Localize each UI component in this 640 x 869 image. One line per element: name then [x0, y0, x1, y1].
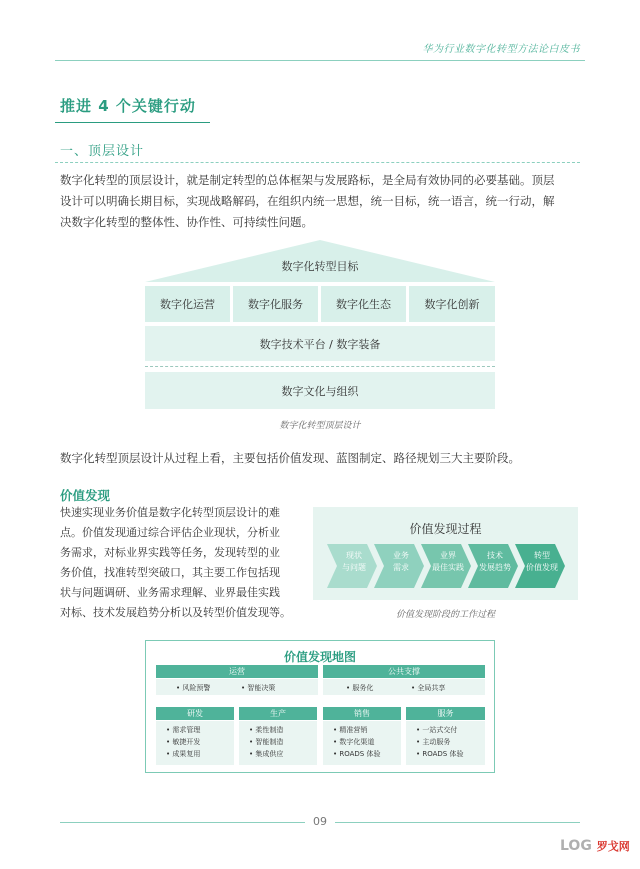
cell-ecosystem: 数字化生态 [321, 286, 406, 322]
map-item: • 服务化 [346, 684, 374, 692]
cell-operation: 数字化运营 [145, 286, 230, 322]
map-item: • ROADS 体验 [333, 750, 381, 758]
step-business-need: 业务 需求 [393, 551, 409, 572]
map-item: • 需求管理 [166, 726, 201, 734]
page-number: 09 [313, 815, 327, 828]
process-sentence: 数字化转型顶层设计从过程上看，主要包括价值发现、蓝图制定、路径规划三大主要阶段。 [60, 451, 520, 465]
footer-divider-left [60, 822, 305, 823]
map-item: • 柔性制造 [249, 726, 284, 734]
subsection-divider [55, 162, 580, 163]
goal-label: 数字化转型目标 [281, 260, 359, 273]
map-item: • 智能决策 [241, 684, 276, 692]
value-line: 快速实现业务价值是数字化转型顶层设计的难 [60, 506, 280, 519]
section-underline [55, 122, 210, 123]
step-tech-trend: 技术 发展趋势 [479, 551, 511, 572]
value-line: 务需求，对标业界实践等任务，发现转型的业 [60, 546, 280, 559]
map-item: • 全局共享 [411, 684, 446, 692]
intro-line: 决数字化转型的整体性、协作性、可持续性问题。 [60, 215, 313, 229]
map-item: • 风险预警 [176, 684, 211, 692]
map-title: 价值发现地图 [283, 650, 356, 664]
logo-brand: 罗戈网 [596, 840, 630, 853]
value-heading: 价值发现 [60, 488, 111, 503]
intro-paragraph [60, 170, 585, 233]
value-line: 点。价值发现通过综合评估企业现状，分析业 [60, 526, 280, 539]
value-paragraph [60, 503, 305, 623]
culture-layer: 数字文化与组织 [145, 372, 495, 409]
map-item: • 集成供应 [249, 750, 284, 758]
subsection-title: 一、顶层设计 [60, 144, 145, 159]
diagram1-caption: 数字化转型顶层设计 [279, 421, 361, 431]
value-line: 对标、技术发展趋势分析以及转型价值发现等。 [60, 606, 291, 619]
map-tag-rnd: 研发 [156, 707, 234, 720]
map-item: • 成果复用 [166, 750, 201, 758]
platform-layer: 数字技术平台 / 数字装备 [145, 326, 495, 361]
step-status: 现状 与问题 [342, 551, 366, 572]
map-item: • 一站式交付 [416, 726, 458, 734]
map-tag-operation: 运营 [156, 665, 318, 678]
map-tag-service: 服务 [406, 707, 485, 720]
map-tag-production: 生产 [239, 707, 317, 720]
map-tag-sales: 销售 [323, 707, 401, 720]
map-item: • 主动服务 [416, 738, 451, 746]
footer-divider-right [335, 822, 580, 823]
section-title: 推进 4 个关键行动 [60, 97, 196, 115]
map-item: • ROADS 体验 [416, 750, 464, 758]
header-title: 华为行业数字化转型方法论白皮书 [422, 44, 580, 55]
process-caption: 价值发现阶段的工作过程 [395, 610, 495, 620]
cell-innovation: 数字化创新 [409, 286, 495, 322]
map-item: • 敏捷开发 [166, 738, 201, 746]
layer-divider [145, 366, 495, 367]
intro-line: 数字化转型的顶层设计，就是制定转型的总体框架与发展路标，是全局有效协同的必要基础。顶层 [60, 173, 555, 187]
watermark-logo [560, 838, 630, 854]
step-value-discovery: 转型 价值发现 [526, 551, 558, 572]
logo-text: LOG [560, 838, 592, 854]
step-best-practice: 业界 最佳实践 [432, 551, 464, 572]
map-tag-common-support: 公共支撑 [323, 665, 485, 678]
map-item: • 数字化渠道 [333, 738, 375, 746]
map-item: • 精准营销 [333, 726, 368, 734]
map-item: • 智能制造 [249, 738, 284, 746]
value-line: 务价值，找准转型突破口，其主要工作包括现 [60, 566, 280, 579]
cell-service: 数字化服务 [233, 286, 318, 322]
intro-line: 设计可以明确长期目标，实现战略解码，在组织内统一思想，统一目标，统一语言，统一行动，解 [60, 194, 555, 208]
process-title: 价值发现过程 [409, 522, 482, 536]
value-line: 状与问题调研、业务需求理解、业界最佳实践 [60, 586, 280, 599]
header-divider [55, 60, 585, 61]
